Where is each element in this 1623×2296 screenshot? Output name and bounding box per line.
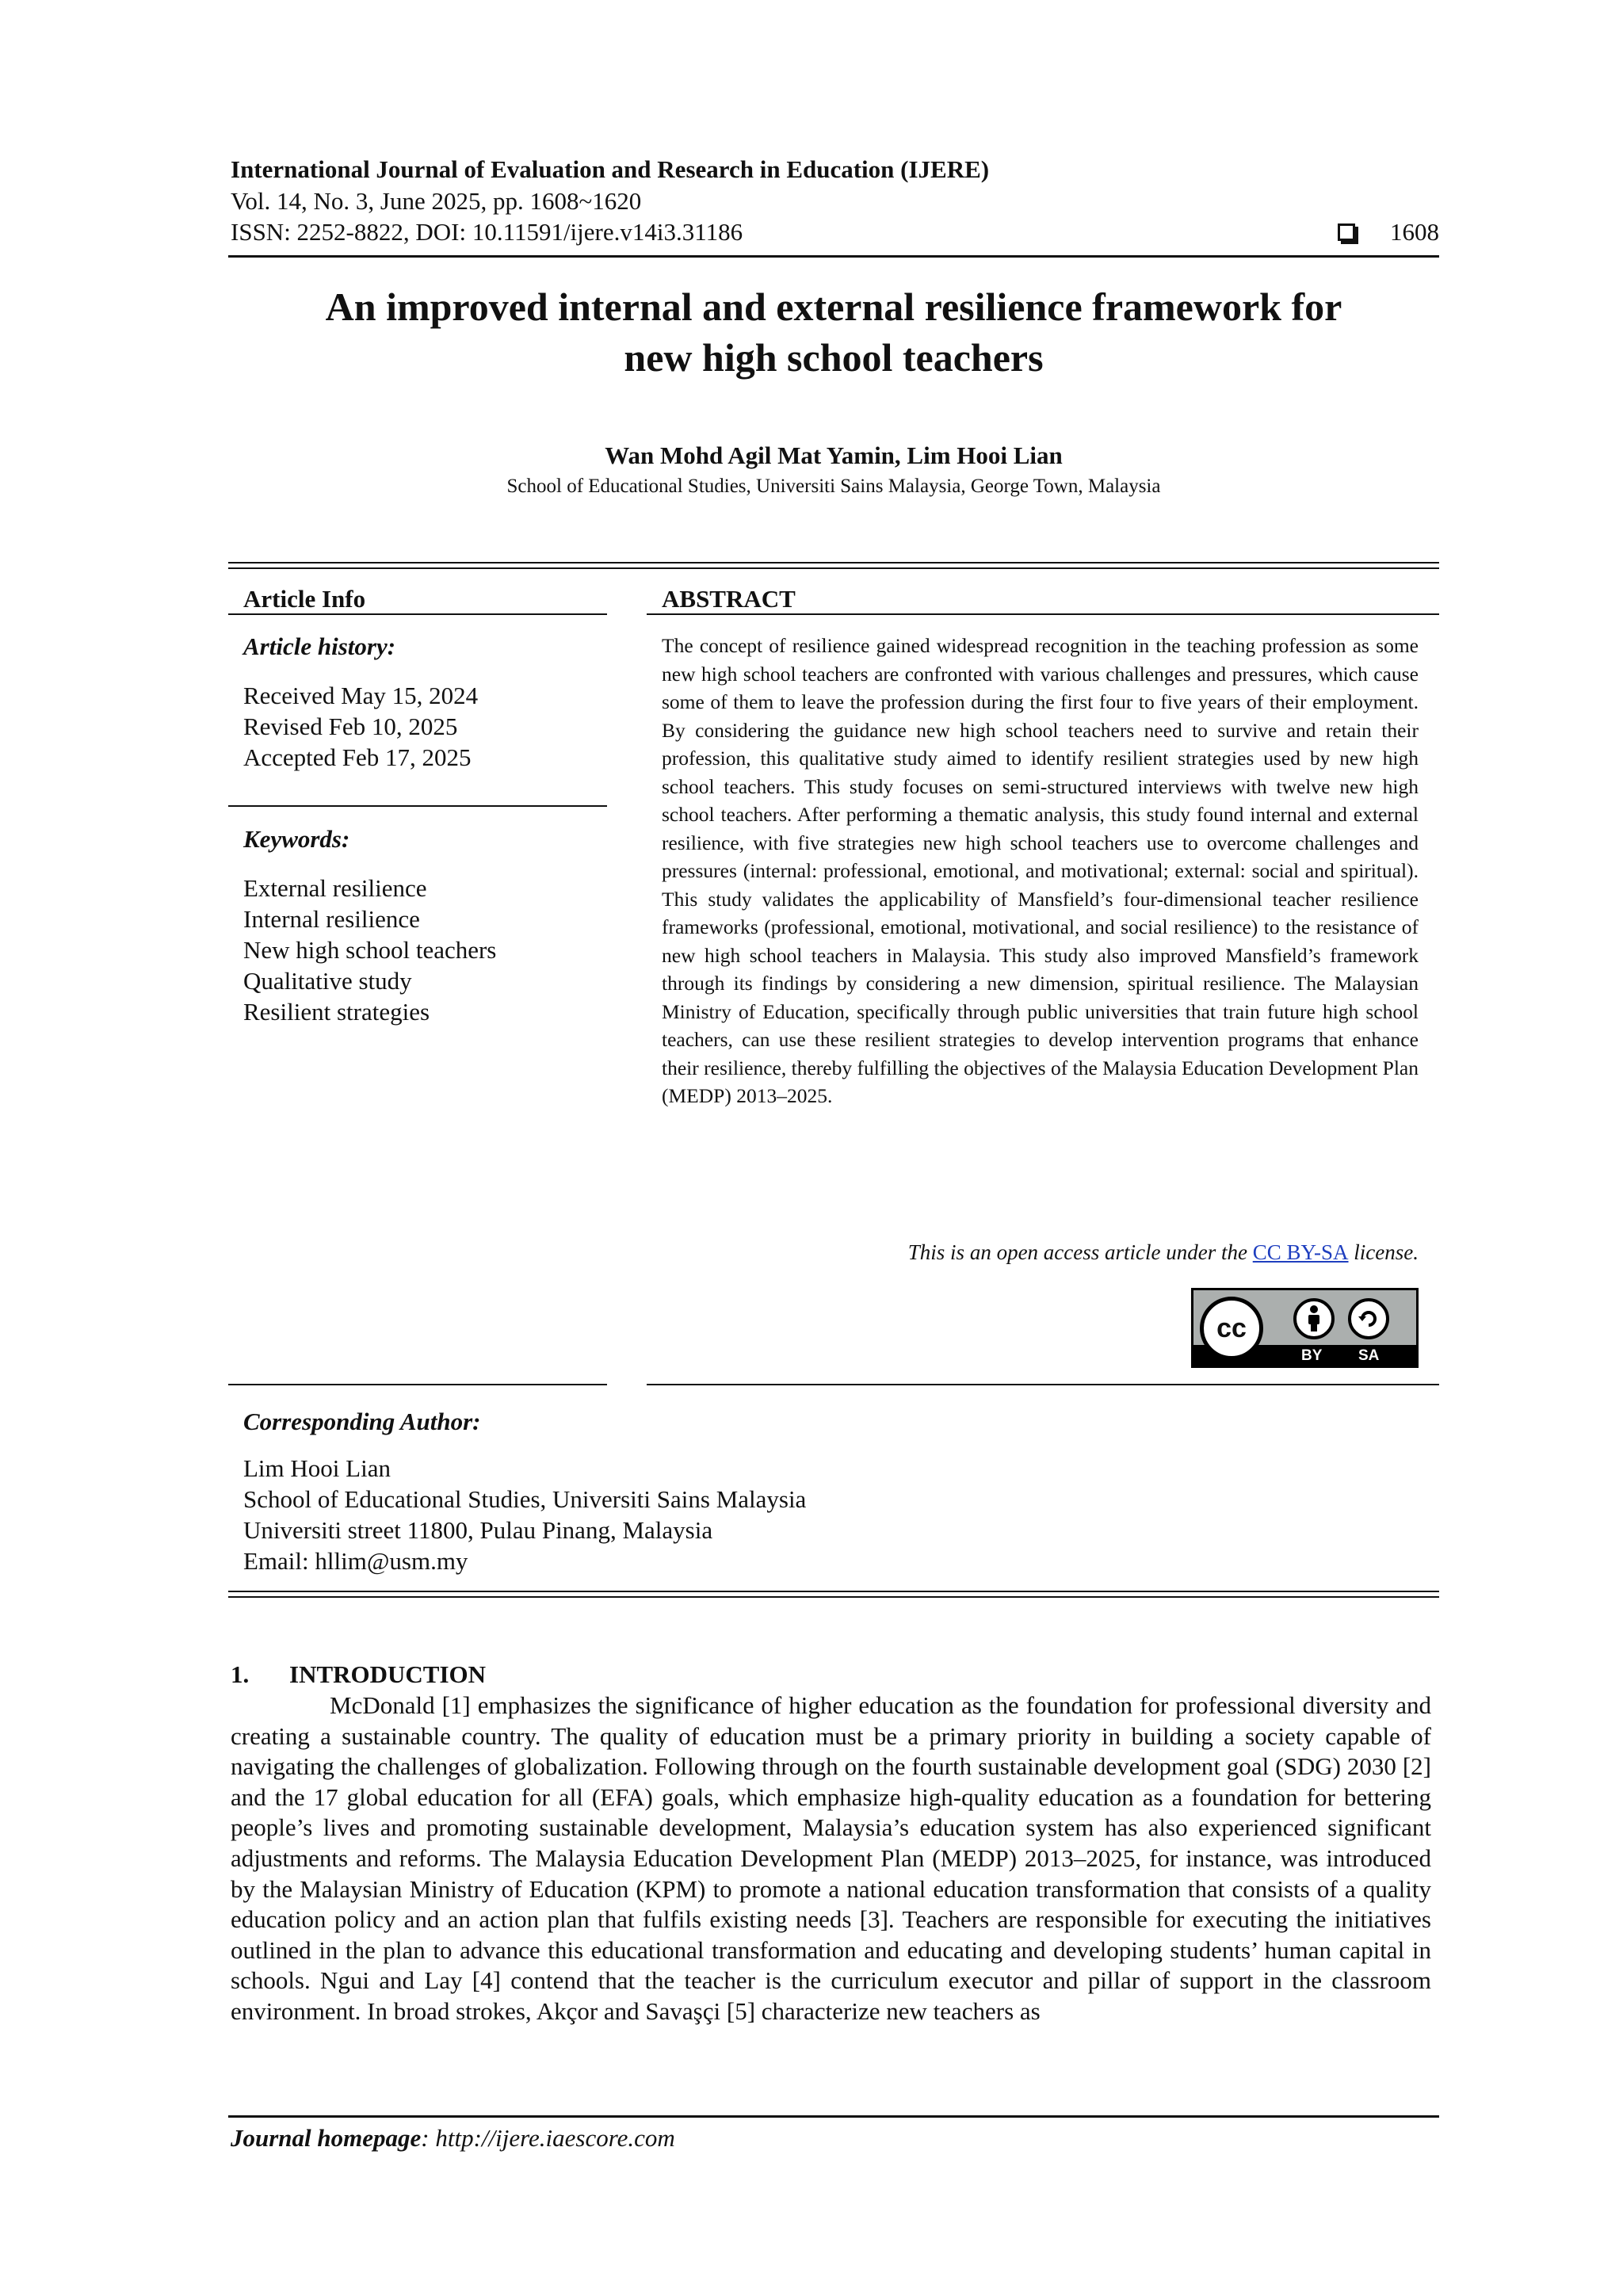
info-top-rule: [228, 562, 1439, 569]
issn-doi-line: ISSN: 2252-8822, DOI: 10.11591/ijere.v14i3.31186: [231, 218, 743, 246]
corresponding-address: Universiti street 11800, Pulau Pinang, Malaysia: [243, 1516, 713, 1544]
keyword-item: Resilient strategies: [243, 998, 430, 1026]
cc-by-sa-link[interactable]: CC BY-SA: [1252, 1240, 1349, 1264]
article-history-heading: Article history:: [243, 632, 396, 660]
license-statement: [908, 1240, 1419, 1265]
authors: Wan Mohd Agil Mat Yamin, Lim Hooi Lian: [605, 441, 1063, 469]
section-number: 1.: [231, 1660, 250, 1688]
abstract-heading: ABSTRACT: [662, 585, 796, 613]
info-bottom-rule: [228, 1591, 1439, 1598]
title-line-2: new high school teachers: [624, 335, 1044, 380]
article-info-heading: Article Info: [243, 585, 366, 613]
badge-sa-label: SA: [1358, 1347, 1380, 1364]
keywords-list: [243, 873, 496, 1027]
article-info-rule: [228, 613, 607, 615]
volume-line: Vol. 14, No. 3, June 2025, pp. 1608~1620: [231, 187, 642, 215]
keyword-item: Internal resilience: [243, 905, 420, 933]
article-history-list: [243, 680, 478, 773]
keyword-item: Qualitative study: [243, 967, 412, 995]
introduction-heading: [231, 1660, 486, 1689]
corresponding-name: Lim Hooi Lian: [243, 1454, 391, 1482]
cc-by-sa-badge: [1191, 1288, 1419, 1368]
introduction-text: McDonald [1] emphasizes the significance of higher education as the foundation for professional diversity and creating a sustainable country. The quality of education must be a primary priority in building a society capable of navigating the challenges of globalization. Following through on the fourth sustainable development goal (SDG) 2030 [2] and the 17 global education for all (EFA) goals, which emphasize high-quality education as a foundation for bettering people’s lives and promoting sustainable development, Malaysia’s education system has also experienced significant adjustments and reforms. The Malaysia Education Development Plan (MEDP) 2013–2025, for instance, was introduced by the Malaysian Ministry of Education (KPM) to promote a national education transformation that consists of a quality education policy and an action plan that fulfils existing needs [3]. Teachers are responsible for executing the initiatives outlined in the plan to advance this educational transformation and educating and developing students’ human capital in schools. Ngui and Lay [4] contend that the teacher is the curriculum executor and pillar of support in the classroom environment. In broad strokes, Akçor and Savaşçi [5] characterize new teachers as: [231, 1691, 1431, 2025]
journal-name: International Journal of Evaluation and Research in Education (IJERE): [231, 155, 990, 183]
journal-homepage: [231, 2124, 675, 2153]
homepage-label: Journal homepage: [231, 2124, 422, 2152]
checkbox-square-icon: [1338, 223, 1355, 241]
license-prefix: This is an open access article under the: [907, 1240, 1253, 1264]
cc-icon: cc: [1200, 1297, 1263, 1360]
header-rule: [228, 255, 1439, 258]
license-suffix: license.: [1348, 1240, 1419, 1264]
keywords-heading: Keywords:: [243, 825, 350, 853]
article-info-bottom-rule: [228, 1384, 607, 1385]
abstract-bottom-rule: [647, 1384, 1439, 1385]
attribution-person-icon: [1293, 1298, 1335, 1339]
keyword-item: External resilience: [243, 874, 427, 902]
corresponding-author-details: [243, 1453, 806, 1576]
header-page-number: [1338, 218, 1439, 246]
abstract-text: The concept of resilience gained widespread recognition in the teaching profession as some new high school teachers are confronted with various challenges and pressures, which cause some of them to leave the profession during the first four to five years of their employment. By considering the guidance new high school teachers need to survive and retain their profession, this qualitative study aimed to identify resilient strategies used by new high school teachers. This study focuses on semi-structured interviews with twelve new high school teachers. After performing a thematic analysis, this study found internal and external resilience, with five strategies new high school teachers use to overcome challenges and pressures (internal: professional, emotional, and motivational; external: social and spiritual). This study validates the applicability of Mansfield’s four-dimensional teacher resilience frameworks (professional, emotional, motivational, and social resilience) to the resistance of new high school teachers in Malaysia. This study also improved Mansfield’s framework through its findings by considering a new dimension, spiritual resilience. The Malaysian Ministry of Education, specifically through public universities that train future high school teachers, can use these resilient strategies to develop intervention programs that enhance their resilience, thereby fulfilling the objectives of the Malaysia Education Development Plan (MEDP) 2013–2025.: [662, 634, 1419, 1107]
share-alike-arrow-icon: [1356, 1306, 1381, 1331]
corresponding-department: School of Educational Studies, Universiti Sains Malaysia: [243, 1485, 807, 1513]
section-title: INTRODUCTION: [289, 1660, 487, 1688]
person-icon: [1303, 1305, 1325, 1333]
received-date: Received May 15, 2024: [243, 682, 479, 709]
corresponding-author-heading: Corresponding Author:: [243, 1408, 481, 1435]
badge-by-label: BY: [1301, 1347, 1323, 1364]
page-number: 1608: [1390, 218, 1439, 246]
homepage-url[interactable]: http://ijere.iaescore.com: [435, 2124, 675, 2152]
homepage-separator: :: [421, 2124, 436, 2152]
accepted-date: Accepted Feb 17, 2025: [243, 743, 472, 771]
corresponding-email: Email: hllim@usm.my: [243, 1547, 468, 1575]
title-line-1: An improved internal and external resilience framework for: [325, 285, 1342, 329]
share-alike-icon: [1348, 1298, 1389, 1339]
affiliation: School of Educational Studies, Universiti Sains Malaysia, George Town, Malaysia: [506, 476, 1161, 497]
revised-date: Revised Feb 10, 2025: [243, 712, 458, 740]
history-rule: [228, 805, 607, 807]
paper-title: [228, 281, 1439, 383]
abstract-rule: [647, 613, 1439, 615]
keyword-item: New high school teachers: [243, 936, 497, 964]
footer-rule: [228, 2115, 1439, 2118]
